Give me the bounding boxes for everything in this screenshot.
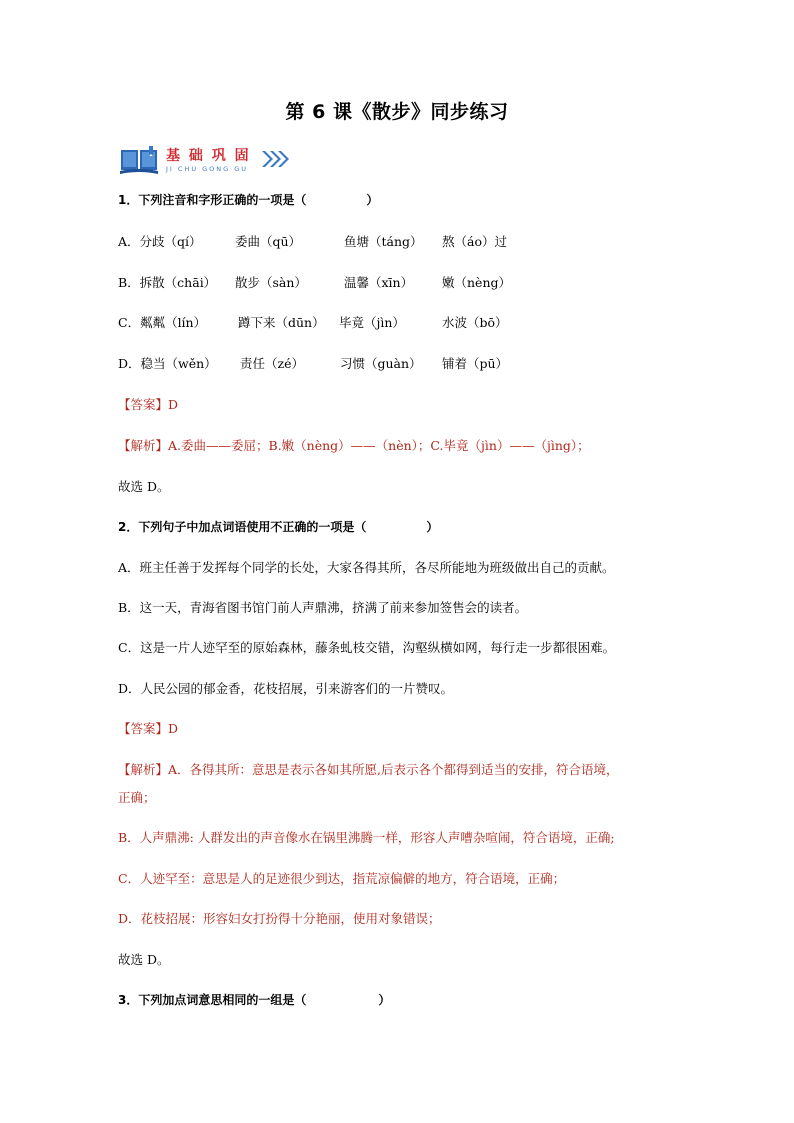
option-c-item-4: 水波（bō） bbox=[442, 315, 508, 330]
option-b-item-2: 散步（sàn） bbox=[235, 275, 307, 290]
analysis-text: A．各得其所：意思是表示各如其所愿,后表示各个都得到适当的安排，符合语境， bbox=[168, 762, 619, 777]
question-2-stem: 2．下列句子中加点词语使用不正确的一项是（ ） bbox=[118, 520, 439, 534]
page-title: 第 6 课《散步》同步练习 bbox=[285, 101, 509, 123]
question-1-answer: 【答案】D bbox=[118, 397, 179, 412]
option-a-item-2: 委曲（qū） bbox=[235, 234, 302, 249]
question-2-analysis-d: D．花枝招展：形容妇女打扮得十分艳丽，使用对象错误； bbox=[118, 911, 441, 926]
option-a-item-3: 鱼塘（táng） bbox=[344, 234, 423, 249]
section-banner bbox=[118, 143, 298, 179]
option-a-item-4: 熬（áo）过 bbox=[442, 234, 507, 249]
question-3-stem: 3．下列加点词意思相同的一组是（ ） bbox=[118, 993, 391, 1007]
question-2-option-c: C．这是一片人迹罕至的原始森林，藤条虬枝交错，沟壑纵横如网，每行走一步都很困难。 bbox=[118, 640, 616, 655]
option-d-item-1: D．稳当（wěn） bbox=[118, 356, 217, 371]
option-b-item-1: B．拆散（chāi） bbox=[118, 275, 217, 290]
option-c-item-3: 毕竟（jìn） bbox=[339, 315, 405, 330]
question-1-conclusion: 故选 D。 bbox=[118, 479, 170, 494]
banner-title: 基 础 巩 固 bbox=[166, 148, 251, 164]
question-2-option-a: A．班主任善于发挥每个同学的长处，大家各得其所，各尽所能地为班级做出自己的贡献。 bbox=[118, 560, 615, 575]
option-b-item-4: 嫩（nèng） bbox=[442, 275, 512, 290]
question-1-analysis bbox=[118, 437, 590, 455]
banner-subtitle: JI CHU GONG GU bbox=[166, 165, 249, 173]
option-d-item-4: 铺着（pū） bbox=[442, 356, 509, 371]
chevrons-right-icon bbox=[260, 149, 290, 169]
question-2-analysis-b: B．人声鼎沸: 人群发出的声音像水在锅里沸腾一样，形容人声嘈杂喧闹，符合语境，正确; bbox=[118, 830, 615, 845]
option-b-item-3: 温馨（xīn） bbox=[344, 275, 414, 290]
analysis-label: 【解析】 bbox=[118, 762, 169, 777]
option-a-item-1: A．分歧（qí） bbox=[118, 234, 202, 249]
question-1-stem: 1．下列注音和字形正确的一项是（ ） bbox=[118, 193, 379, 207]
question-2-answer: 【答案】D bbox=[118, 721, 179, 736]
question-2-option-b: B．这一天，青海省图书馆门前人声鼎沸，挤满了前来参加签售会的读者。 bbox=[118, 600, 528, 615]
book-icon bbox=[118, 146, 162, 176]
option-d-item-2: 责任（zé） bbox=[240, 356, 304, 371]
option-c-item-2: 蹲下来（dūn） bbox=[238, 315, 325, 330]
question-2-analysis-c: C．人迹罕至：意思是人的足迹很少到达，指荒凉偏僻的地方，符合语境，正确； bbox=[118, 871, 566, 886]
question-2-conclusion: 故选 D。 bbox=[118, 952, 170, 967]
question-2-analysis-a bbox=[118, 761, 619, 779]
option-d-item-3: 习惯（guàn） bbox=[340, 356, 422, 371]
question-2-option-d: D．人民公园的郁金香，花枝招展，引来游客们的一片赞叹。 bbox=[118, 681, 454, 696]
analysis-label: 【解析】 bbox=[118, 438, 169, 453]
analysis-text: A.委曲——委屈；B.嫩（nèng）——（nèn）；C.毕竟（jìn）——（jìng）； bbox=[168, 438, 590, 453]
option-c-item-1: C．粼粼（lín） bbox=[118, 315, 207, 330]
question-2-analysis-a-cont: 正确； bbox=[118, 790, 156, 805]
